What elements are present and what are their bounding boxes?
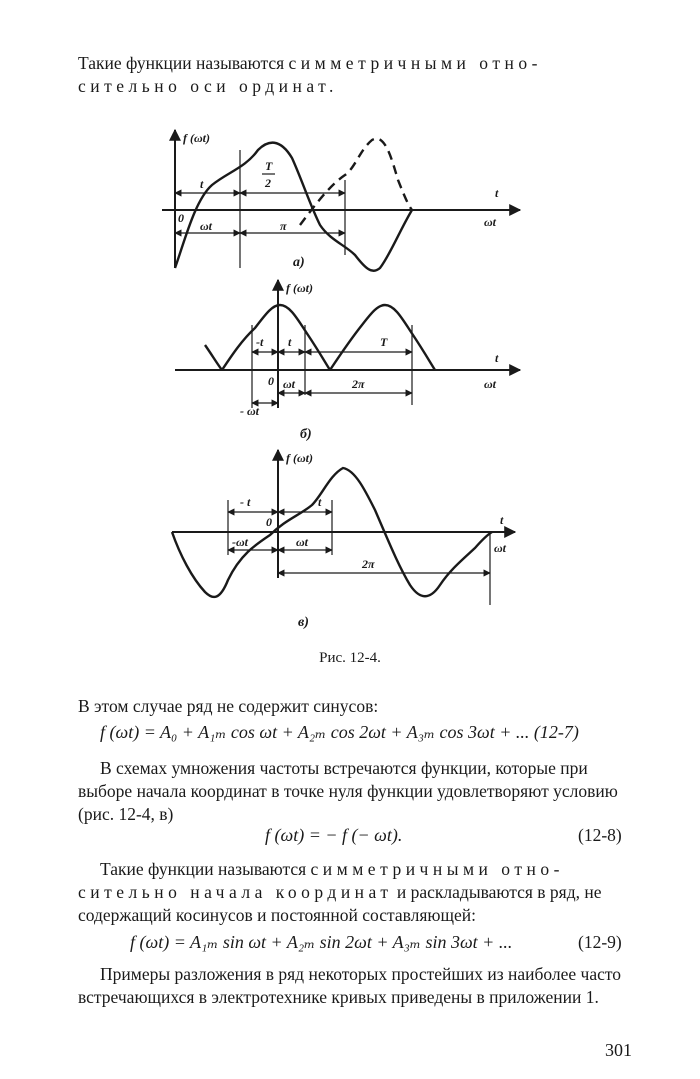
spaced-term: симметричными отно- <box>310 859 564 879</box>
b-curve-left <box>205 345 222 370</box>
b-curve-hump1 <box>222 305 330 370</box>
c-origin-label: 0 <box>266 515 272 529</box>
a-ylabel: f (ωt) <box>183 131 210 145</box>
c-neg-t-label: - t <box>240 495 251 509</box>
b-t-axis-label: t <box>495 351 499 365</box>
equation-12-8-number: (12-8) <box>578 825 622 845</box>
panel-b <box>175 280 520 442</box>
text-run: и раскладываются в ряд, не содержащий косинусов и постоянной составляющей: <box>78 882 602 925</box>
b-wt-axis-label: ωt <box>484 377 497 391</box>
b-2pi-label: 2π <box>352 377 365 391</box>
a-dashed-curve <box>300 139 412 225</box>
b-pos-t-label: t <box>288 335 292 349</box>
a-origin-label: 0 <box>178 211 184 225</box>
b-panel-label: б) <box>300 427 312 442</box>
paragraph-no-sines: В этом случае ряд не содержит синусов: <box>78 696 379 716</box>
c-2pi-label: 2π <box>362 557 375 571</box>
b-origin-label: 0 <box>268 374 274 388</box>
a-t-axis-label: t <box>495 186 499 200</box>
a-pi-label: π <box>280 219 287 233</box>
c-wt-axis-label: ωt <box>494 541 507 555</box>
text-run: Такие функции называются <box>78 53 289 73</box>
c-neg-wt-label: -ωt <box>232 535 249 549</box>
a-t-span-label: t <box>200 177 204 191</box>
a-half-period-num: T <box>265 159 273 173</box>
a-half-period-den: 2 <box>265 176 271 190</box>
a-solid-curve <box>175 143 412 271</box>
equation-12-7: f (ωt) = A₀ + A₁ₘ cos ωt + A₂ₘ cos 2ωt + A₃ₘ cos 3ωt + ... (12-7) <box>100 722 579 742</box>
equation-12-9: f (ωt) = A₁ₘ sin ωt + A₂ₘ sin 2ωt + A₃ₘ sin 3ωt + ... <box>130 932 513 952</box>
b-period-label: T <box>380 335 388 349</box>
c-wt-label: ωt <box>296 535 309 549</box>
c-ylabel: f (ωt) <box>286 451 313 465</box>
page-number: 301 <box>605 1040 632 1060</box>
c-t-axis-label: t <box>500 513 504 527</box>
b-ylabel: f (ωt) <box>286 281 313 295</box>
c-pos-t-label: t <box>318 495 322 509</box>
a-panel-label: а) <box>293 255 305 270</box>
a-wt-axis-label: ωt <box>484 215 497 229</box>
text-run: Такие функции называются <box>100 859 311 879</box>
spaced-term-cont: сительно оси ординат. <box>78 76 338 96</box>
b-neg-wt-label: - ωt <box>240 404 260 418</box>
panel-a <box>162 130 520 271</box>
b-wt-label: ωt <box>283 377 296 391</box>
paragraph-symmetric-origin <box>78 858 644 927</box>
paragraph-appendix-reference: Примеры разложения в ряд некоторых простейших из наиболее часто встречающихся в электротехнике кривых приведены в приложении 1. <box>78 964 622 1007</box>
equation-12-8: f (ωt) = − f (− ωt). <box>265 825 403 845</box>
b-neg-t-label: -t <box>256 335 264 349</box>
panel-c <box>172 450 515 630</box>
figure-caption: Рис. 12-4. <box>319 650 381 666</box>
a-wt-span-label: ωt <box>200 219 213 233</box>
paragraph-frequency-multiplication: В схемах умножения частоты встречаются функции, которые при выборе начала координат в точке нуля функции удовлетворяют условию (рис. 12-4, в) <box>78 758 618 824</box>
equation-12-9-number: (12-9) <box>578 932 622 952</box>
spaced-term: симметричными отно- <box>288 53 542 73</box>
spaced-term-cont: сительно начала координат <box>78 882 393 902</box>
c-panel-label: в) <box>298 615 309 630</box>
